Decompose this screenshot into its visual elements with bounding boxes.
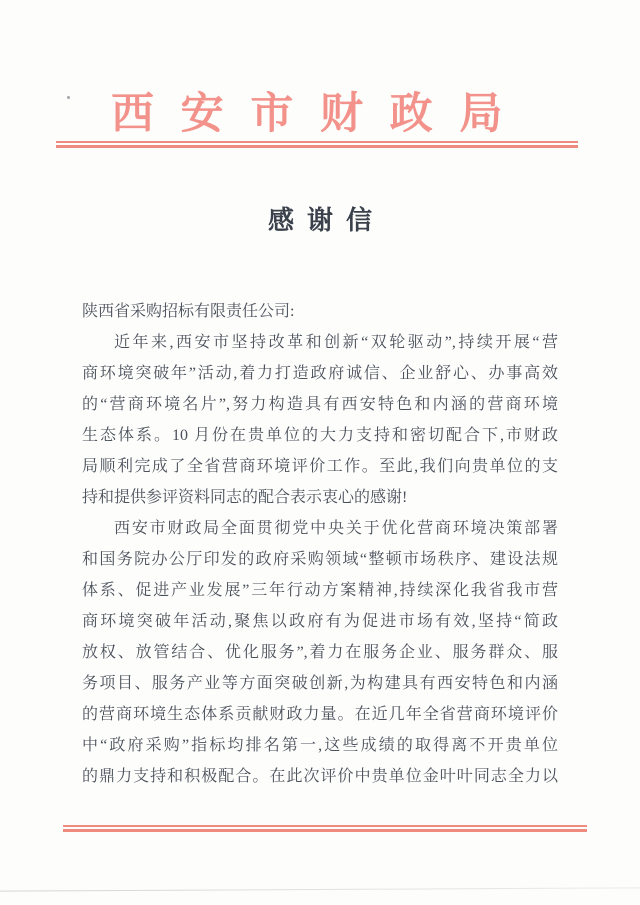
footer-rule [63, 825, 587, 832]
body-line: 体系、促进产业发展”三年行动方案精神,持续深化我省我市营 [82, 582, 558, 599]
body-line: 的鼎力支持和积极配合。在此次评价中贵单位金叶叶同志全力以 [82, 768, 558, 785]
letter-title: 感谢信 [267, 206, 385, 235]
body-line: 西安市财政局全面贯彻党中央关于优化营商环境决策部署 [114, 520, 558, 537]
body-line: 局顺利完成了全省营商环境评价工作。至此,我们向贵单位的支 [82, 458, 558, 475]
body-line: 商环境突破年活动,聚焦以政府有为促进市场有效,坚持“简政 [82, 613, 558, 630]
body-line: 持和提供参评资料同志的配合表示衷心的感谢! [82, 489, 408, 506]
body-line: 的“营商环境名片”,努力构造具有西安特色和内涵的营商环境 [82, 396, 558, 413]
body-line: 中“政府采购”指标均排名第一,这些成绩的取得离不开贵单位 [82, 737, 558, 754]
body-line: 放权、放管结合、优化服务”,着力在服务企业、服务群众、服 [82, 644, 558, 661]
body-line: 近年来,西安市坚持改革和创新“双轮驱动”,持续开展“营 [114, 334, 558, 351]
salutation-line: 陕西省采购招标有限责任公司: [82, 303, 295, 320]
body-line: 务项目、服务产业等方面突破创新,为构建具有西安特色和内涵 [82, 675, 558, 692]
body-line: 生态体系。10 月份在贵单位的大力支持和密切配合下,市财政 [82, 427, 558, 444]
letterhead-org-name: 西安市财政局 [111, 91, 529, 138]
body-line: 的营商环境生态体系贡献财政力量。在近几年全省营商环境评价 [82, 706, 558, 723]
body-line: 商环境突破年”活动,着力打造政府诚信、企业舒心、办事高效 [82, 365, 558, 382]
letterhead-rule [56, 141, 578, 148]
scan-page-edge [0, 887, 640, 891]
body-line: 和国务院办公厅印发的政府采购领域“整顿市场秩序、建设法规 [82, 551, 558, 568]
letter-body [82, 296, 558, 792]
